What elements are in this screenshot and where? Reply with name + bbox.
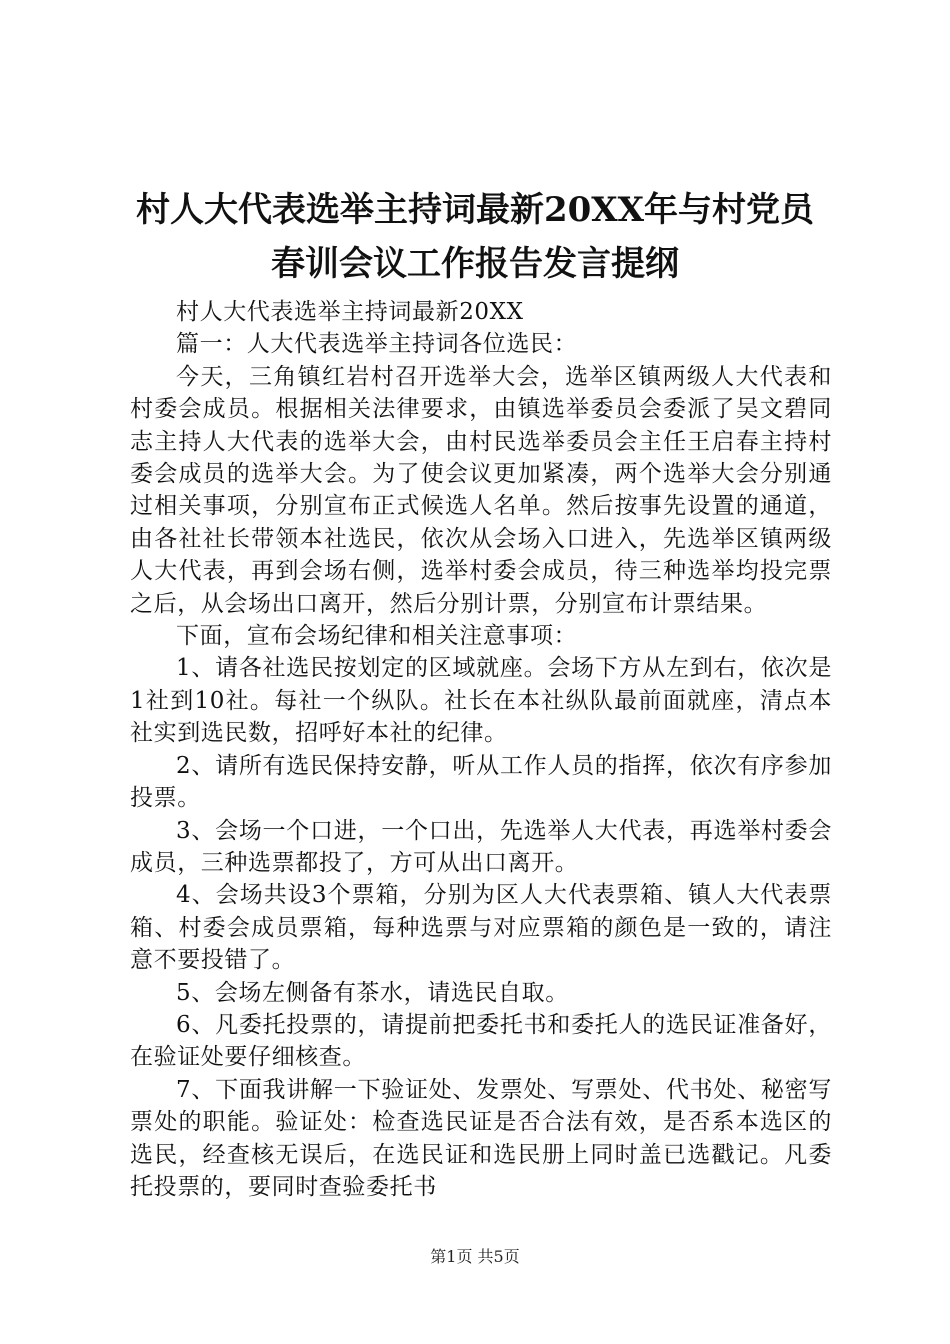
paragraph-rule-4: 4、会场共设3个票箱，分别为区人大代表票箱、镇人大代表票箱、村委会成员票箱，每种选票与对应票箱的颜色是一致的，请注意不要投错了。 (130, 882, 832, 974)
document-title (100, 183, 850, 291)
paragraph-chapter-one: 篇一：人大代表选举主持词各位选民： (176, 331, 578, 358)
page-footer (0, 1244, 950, 1267)
paragraph-rule-1: 1、请各社选民按划定的区域就座。会场下方从左到右，依次是1社到10社。每社一个纵队。社长在本社纵队最前面就座，清点本社实到选民数，招呼好本社的纪律。 (130, 655, 832, 747)
title-line-2: 春训会议工作报告发言提纲 (271, 244, 679, 284)
paragraph-rule-5: 5、会场左侧备有茶水，请选民自取。 (176, 979, 569, 1006)
paragraph-opening: 今天，三角镇红岩村召开选举大会，选举区镇两级人大代表和村委会成员。根据相关法律要求，由镇选举委员会委派了吴文碧同志主持人大代表的选举大会，由村民选举委员会主任王启春主持村委会成员的选举大会。为了使会议更加紧凑，两个选举大会分别通过相关事项，分别宣布正式候选人名单。然后按事先设置的通道，由各社社长带领本社选民，依次从会场入口进入，先选举区镇两级人大代表，再到会场右侧，选举村委会成员，待三种选举均投完票之后，从会场出口离开，然后分别计票，分别宣布计票结果。 (130, 363, 832, 617)
paragraph-heading: 村人大代表选举主持词最新20XX (176, 299, 524, 325)
page-number: 第1页 共5页 (430, 1247, 520, 1266)
paragraph-rules-intro: 下面，宣布会场纪律和相关注意事项： (176, 623, 578, 650)
paragraph-rule-2: 2、请所有选民保持安静，听从工作人员的指挥，依次有序参加投票。 (130, 752, 832, 812)
paragraph-rule-6: 6、凡委托投票的，请提前把委托书和委托人的选民证准备好，在验证处要仔细核查。 (130, 1011, 832, 1071)
title-line-1: 村人大代表选举主持词最新20XX年与村党员 (135, 190, 815, 230)
paragraph-rule-7: 7、下面我讲解一下验证处、发票处、写票处、代书处、秘密写票处的职能。验证处：检查选民证是否合法有效，是否系本选区的选民，经查核无误后，在选民证和选民册上同时盖已选戳记。凡委托投票的，要同时查验委托书 (130, 1076, 832, 1200)
document-body (130, 296, 832, 1203)
paragraph-rule-3: 3、会场一个口进，一个口出，先选举人大代表，再选举村委会成员，三种选票都投了，方可从出口离开。 (130, 817, 832, 876)
